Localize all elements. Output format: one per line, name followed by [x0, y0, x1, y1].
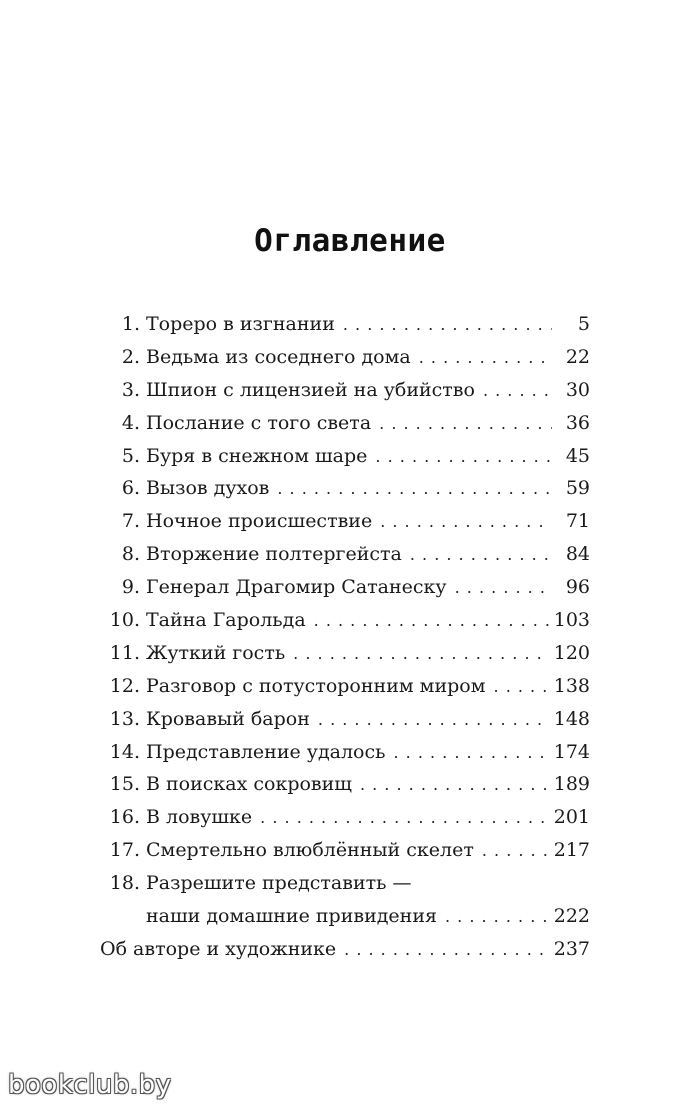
toc-entry-page: 120 [553, 641, 590, 664]
toc-entry-title: Представление удалось [146, 740, 386, 763]
toc-entry-number: 7. [121, 510, 140, 533]
dot-leader [314, 611, 550, 630]
toc-entry-number: 14. [109, 740, 140, 763]
toc-entry-number: 2. [121, 345, 140, 368]
dot-leader [410, 545, 552, 564]
toc-entry-page: 237 [553, 937, 590, 960]
dot-leader [419, 348, 552, 367]
dot-leader [379, 414, 552, 433]
dot-leader [293, 644, 550, 663]
toc-entry-title: Жуткий гость [146, 641, 286, 664]
toc-entry[interactable] [100, 642, 590, 675]
toc-entry-title: В ловушке [146, 806, 253, 829]
dot-leader [380, 512, 552, 531]
toc-entry-page: 148 [553, 707, 590, 730]
toc-entry-title: Кровавый барон [146, 707, 310, 730]
dot-leader [360, 775, 550, 794]
toc-entry-number: 16. [109, 806, 140, 829]
toc-entry-number: 11. [109, 641, 140, 664]
dot-leader [494, 677, 550, 696]
toc-entry-title-continued: наши домашние привидения [146, 905, 437, 928]
toc-entry-number: 3. [121, 378, 140, 401]
toc-entry[interactable] [100, 510, 590, 543]
toc-entry-title: Разрешите представить — [146, 872, 412, 895]
toc-entry[interactable] [100, 576, 590, 609]
toc-entry-page: 71 [565, 510, 590, 533]
toc-entry[interactable] [100, 773, 590, 806]
toc-entry-page: 217 [553, 839, 590, 862]
toc-entry[interactable] [100, 445, 590, 478]
toc-entry-page: 103 [553, 609, 590, 632]
toc-entry[interactable] [100, 675, 590, 708]
toc-entry[interactable] [100, 609, 590, 642]
toc-entry-page: 36 [565, 411, 590, 434]
toc-entry[interactable] [100, 346, 590, 379]
toc-entry-title: Шпион с лицензией на убийство [146, 378, 475, 401]
toc-entry-page: 59 [565, 477, 590, 500]
toc-entry[interactable] [100, 543, 590, 576]
dot-leader [318, 710, 550, 729]
toc-entry-title: Об авторе и художнике [100, 937, 337, 960]
toc-entry[interactable] [100, 412, 590, 445]
toc-entry-page: 96 [565, 576, 590, 599]
dot-leader [482, 841, 550, 860]
page-title: Оглавление [254, 222, 446, 259]
toc-entry-number: 10. [109, 609, 140, 632]
toc-entry-title: Вторжение полтергейста [146, 543, 402, 566]
toc-entry[interactable] [100, 839, 590, 872]
toc-entry[interactable] [100, 741, 590, 774]
toc-entry-number: 8. [121, 543, 140, 566]
dot-leader [277, 479, 552, 498]
toc-entry-number: 18. [109, 872, 140, 895]
toc-entry[interactable] [100, 379, 590, 412]
toc-entry-number: 9. [121, 576, 140, 599]
dot-leader [445, 907, 550, 926]
toc-entry-title: Послание с того света [146, 411, 372, 434]
watermark: bookclub.by [8, 1070, 172, 1100]
toc-entry-title: Разговор с потусторонним миром [146, 674, 486, 697]
toc-entry-title: Смертельно влюблённый скелет [146, 839, 474, 862]
toc-entry-page: 222 [553, 905, 590, 928]
toc-entry-title: Тореро в изгнании [146, 313, 335, 335]
dot-leader [260, 808, 550, 827]
toc-entry[interactable] [100, 806, 590, 839]
toc-entry-title: Буря в снежном шаре [146, 444, 368, 467]
toc-entry[interactable] [100, 313, 590, 346]
toc-entry-page: 174 [553, 740, 590, 763]
toc-entry-about[interactable] [100, 938, 590, 971]
toc-entry-number: 17. [109, 839, 140, 862]
dot-leader [375, 447, 552, 466]
toc-entry-title: Генерал Драгомир Сатанеску [146, 576, 447, 599]
toc-entry-title: Ведьма из соседнего дома [146, 345, 411, 368]
toc-entry-page: 138 [553, 674, 590, 697]
toc-entry-second-line[interactable] [100, 905, 590, 938]
toc-entry-page: 5 [577, 313, 590, 335]
toc-entry-page: 84 [565, 543, 590, 566]
toc-entry-first-line[interactable] [100, 872, 590, 905]
dot-leader [483, 381, 552, 400]
toc-entry-page: 189 [553, 773, 590, 796]
toc-entry-number: 6. [121, 477, 140, 500]
dot-leader [393, 743, 549, 762]
toc-entry-number: 4. [121, 411, 140, 434]
dot-leader [343, 315, 552, 334]
toc-entry-number: 13. [109, 707, 140, 730]
toc-entry[interactable] [100, 477, 590, 510]
toc-entry-number: 12. [109, 674, 140, 697]
toc-entry-title: Ночное происшествие [146, 510, 373, 533]
dot-leader [455, 578, 552, 597]
toc-entry-title: Тайна Гарольда [146, 609, 306, 632]
toc-entry[interactable] [100, 708, 590, 741]
table-of-contents [100, 313, 590, 971]
toc-entry-title: Вызов духов [146, 477, 270, 500]
toc-entry-number: 15. [109, 773, 140, 796]
toc-entry-number: 1. [121, 313, 140, 335]
toc-entry-title: В поисках сокровищ [146, 773, 352, 796]
toc-entry-page: 45 [565, 444, 590, 467]
toc-entry-page: 30 [565, 378, 590, 401]
toc-entry-number: 5. [121, 444, 140, 467]
toc-entry-page: 201 [553, 806, 590, 829]
toc-entry-page: 22 [565, 345, 590, 368]
dot-leader [344, 940, 550, 959]
